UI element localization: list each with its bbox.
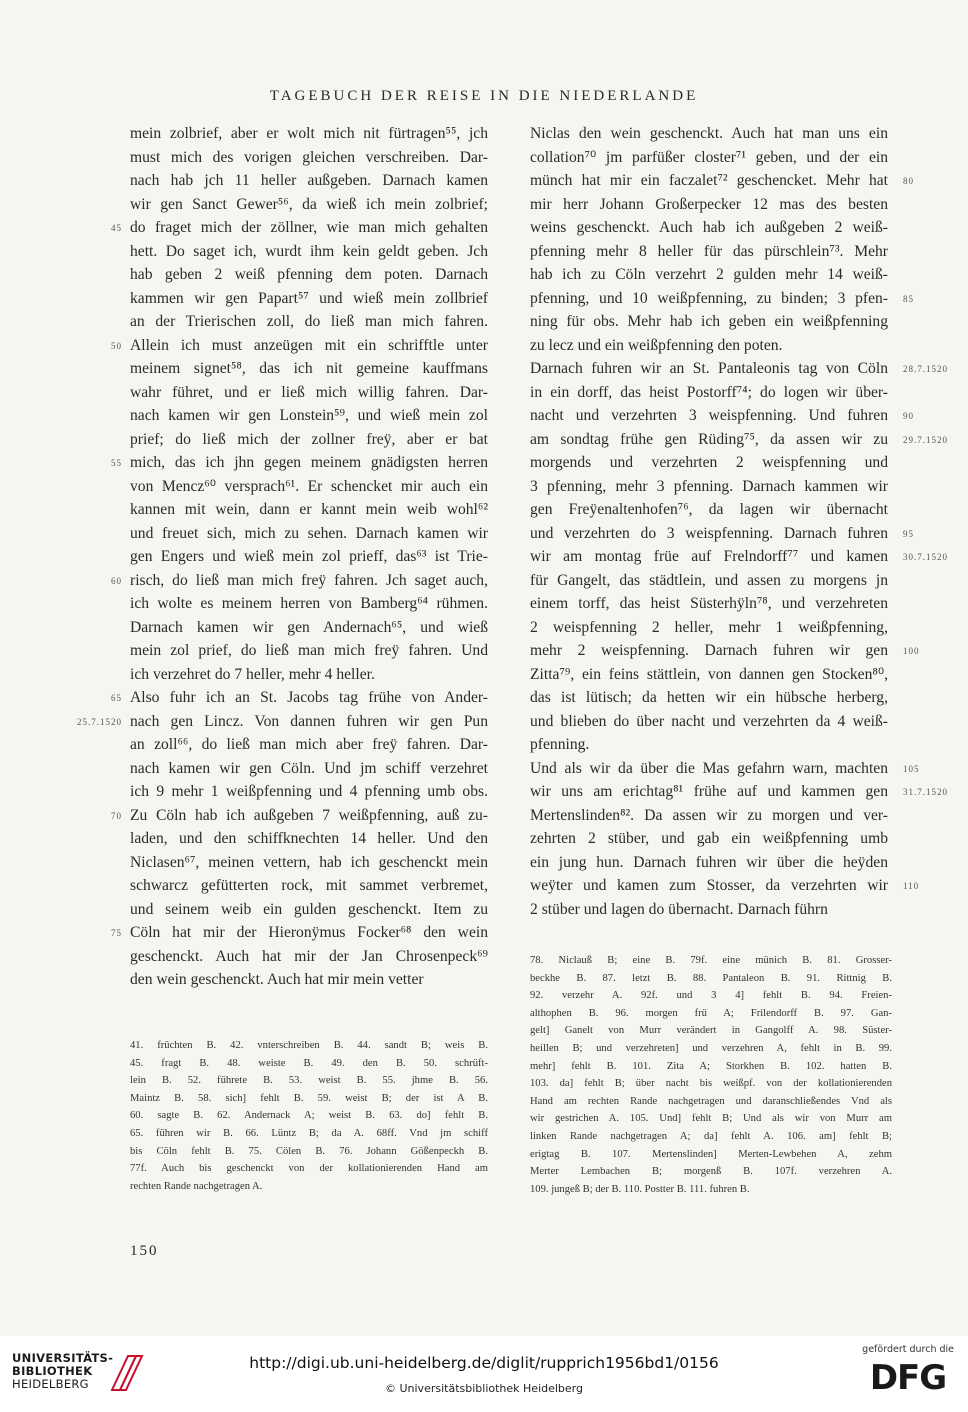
text-line: geschenckt. Auch hat mir der Jan Chrosenpeck⁶⁹ <box>130 947 488 965</box>
text-line: weins geschenckt. Auch hab ich außgeben 2 weiß- <box>530 219 888 236</box>
margin-line-number: 85 <box>903 293 914 304</box>
viewer-footer <box>0 1336 968 1412</box>
library-name-line-1: UNIVERSITÄTS- <box>12 1351 114 1365</box>
text-line: do fraget mich der zöllner, wie man mich gehalten <box>130 219 488 236</box>
funded-by-label: gefördert durch die <box>862 1344 954 1355</box>
margin-line-number: 70 <box>111 810 122 821</box>
margin-line-number: 25.7.1520 <box>77 716 122 727</box>
text-line: schwarcz gefütterten rock, mit sammet verbremet, <box>130 877 488 894</box>
footnotes-left <box>130 1037 488 1195</box>
text-line: ich wolte es meinem herren von Bamberg⁶⁴ rühmen. <box>130 595 488 612</box>
text-line: ich 9 mehr 1 weißpfenning und 4 pfenning umb obs. <box>130 783 488 800</box>
running-head: TAGEBUCH DER REISE IN DIE NIEDERLANDE <box>269 88 699 104</box>
text-line: pfenning. <box>530 736 590 753</box>
text-line: ich verzehret do 7 heller, mehr 4 heller. <box>130 665 375 683</box>
text-line: einem torff, das heist Süsterhÿln⁷⁸, und verzehreten <box>530 595 888 612</box>
footnote-line: 65. führen wir B. 66. Lüntz B; da A. 68ff. Vnd jm schiff <box>130 1127 488 1139</box>
footnote-line: 45. fragt B. 48. weiste B. 49. den B. 50. schrüft- <box>130 1057 488 1069</box>
margin-line-number: 95 <box>903 528 914 539</box>
margin-line-number: 50 <box>111 340 122 351</box>
margin-line-number: 30.7.1520 <box>903 552 948 562</box>
footnote-line: 92. verzehr A. 92f. und 3 4] fehlt B. 94. Freien- <box>530 990 892 1002</box>
text-line: collation⁷⁰ jm parfüßer closter⁷¹ geben, und der ein <box>530 148 888 166</box>
text-line: Und als wir da über die Mas gefahrn warn, machten <box>530 759 888 777</box>
margin-line-number: 105 <box>903 763 920 774</box>
library-name-line-3: HEIDELBERG <box>12 1377 89 1391</box>
footnote-line: 103. da] fehlt B; über nacht bis weißpf. von der kollationierenden <box>530 1078 892 1090</box>
text-line: kannen mit wein, dann er kannt mein weib wohl⁶² <box>130 501 488 518</box>
text-line: kammen wir gen Papart⁵⁷ und wieß mein zollbrief <box>130 289 488 307</box>
text-line: nach gen Lincz. Von dannen fuhren wir gen Pun <box>130 712 488 730</box>
text-line: Mertenslinden⁸². Da assen wir zu morgen und ver- <box>530 806 888 824</box>
page-number: 150 <box>130 1243 159 1259</box>
text-line: morgends und verzehrten 2 weispfenning und <box>530 454 888 471</box>
svg-text:DFG: DFG <box>869 1358 947 1395</box>
footnote-line: linken Rande nachgetragen A; da] fehlt A. 106. am] fehlt B; <box>530 1130 892 1142</box>
text-line: wir uns am erichtag⁸¹ frühe auf und kammen gen <box>530 783 888 800</box>
footnote-line: Merter Lembachen B; morgenß B. 107f. verzehren A. <box>530 1166 892 1178</box>
text-line: hab geben 2 weiß pfenning dem poten. Darnach <box>130 266 488 283</box>
text-line: laden, und den schiffknechten 14 heller. Und den <box>130 830 488 847</box>
copyright-notice: © Universitätsbibliothek Heidelberg <box>384 1382 583 1395</box>
text-line: wahr führet, und er ließ mich willig fahren. Dar- <box>130 383 488 401</box>
text-line: zu lecz und ein weißpfenning den poten. <box>530 336 783 354</box>
footnote-line: wir gestrichen A. 105. Und] fehlt B; Und als wir von Murr am <box>530 1113 892 1125</box>
text-line: an der Trierischen zoll, do ließ man mich fahren. <box>130 313 488 330</box>
text-line: 2 weispfenning 2 heller, mehr 1 weißpfenning, <box>530 618 888 636</box>
text-line: Zitta⁷⁹, ein feins stättlein, von dannen gen Stocken⁸⁰, <box>530 665 888 683</box>
left-text-column <box>130 122 488 992</box>
text-line: wir am montag früe auf Frelndorff⁷⁷ und kamen <box>530 548 888 565</box>
footnote-line: lein B. 52. führete B. 53. weist B. 55. jhme B. 56. <box>130 1075 488 1087</box>
margin-line-number: 55 <box>111 458 122 468</box>
footnote-line: mehr] fehlt B. 101. Zita A; Storkhen B. 102. hatten B. <box>530 1060 892 1072</box>
footnote-line: Maintz B. 58. sich] fehlt B. 59. weist B; der ist A B. <box>130 1092 488 1104</box>
text-line: und freuet sich, mich zu sehen. Darnach kamen wir <box>130 524 488 542</box>
text-line: pfenning, und 10 weißpfenning, zu binden; 3 pfen- <box>530 289 888 307</box>
text-line: risch, do ließ man mich freÿ fahren. Jch saget auch, <box>130 571 488 589</box>
text-line: an zoll⁶⁶, do ließ man mich aber freÿ fahren. Dar- <box>130 736 488 753</box>
text-line: nach kamen wir gen Cöln. Und jm schiff verzehret <box>130 759 488 777</box>
text-line: Darnach kamen wir gen Andernach⁶⁵, und wieß <box>130 618 488 636</box>
text-line: mein zol prief, do ließ man mich freÿ fahren. Und <box>130 642 488 659</box>
text-line: gen Freÿenaltenhofen⁷⁶, da lagen wir übernacht <box>530 501 888 518</box>
text-line: nach kamen wir gen Lonstein⁵⁹, und wieß mein zol <box>130 407 488 424</box>
footnote-line: erigtag B. 107. Mertenslinden] Merten-Lewbehen A, zehm <box>530 1148 892 1160</box>
margin-line-number: 110 <box>903 881 920 891</box>
dfg-block[interactable] <box>844 1344 954 1399</box>
permalink-url[interactable]: http://digi.ub.uni-heidelberg.de/diglit/rupprich1956bd1/0156 <box>249 1354 719 1372</box>
text-line: und blieben do über nacht und verzehrten da 4 weiß- <box>530 712 888 730</box>
footnote-line: rechten Rande nachgetragen A. <box>130 1180 263 1192</box>
text-line: ein jung hun. Darnach fuhren wir über die heÿden <box>530 853 888 871</box>
text-line: wir gen Sanct Gewer⁵⁶, da wieß ich mein zolbrief; <box>130 195 488 213</box>
footnote-line: beckhe B. 87. letzt B. 88. Pantaleon B. 91. Rittnig B. <box>530 972 892 984</box>
margin-line-number: 90 <box>903 411 914 421</box>
footnote-line: althophen B. 96. morgen frü A; Frilendorff B. 97. Gan- <box>530 1007 892 1019</box>
footnote-line: Hand am rechten Rande nachgetragen und daranschließendes Vnd als <box>530 1095 892 1107</box>
text-line: hab ich zu Cöln verzehrt 2 gulden mehr 14 weiß- <box>530 266 888 283</box>
text-line: am sondtag frühe gen Rüding⁷⁵, da assen wir zu <box>530 430 888 448</box>
margin-line-number: 28.7.1520 <box>903 364 948 374</box>
text-line: ning für obs. Mehr hab ich geben ein weißpfenning <box>530 313 888 330</box>
footnotes-right <box>530 952 892 1198</box>
text-line: Zu Cöln hab ich außgeben 7 weißpfenning, auß zu- <box>130 806 488 824</box>
text-line: mich, das ich jhn gegen meinem gnädigsten herren <box>130 454 488 471</box>
dfg-logo-icon <box>862 1357 954 1395</box>
footnote-line: gelt] Ganelt von Murr verändert in Gangolff A. 98. Süster- <box>530 1025 892 1037</box>
margin-line-number: 31.7.1520 <box>903 787 948 797</box>
text-line: für Gangelt, das städtlein, und assen zu morgens jn <box>530 571 888 589</box>
margin-line-number: 45 <box>111 223 122 233</box>
text-line: Cöln hat mir der Hieronÿmus Focker⁶⁸ den wein <box>130 924 488 941</box>
footnote-line: 78. Niclauß B; eine B. 79f. eine münich B. 81. Grosser- <box>530 955 892 966</box>
text-line: 3 pfenning, mehr 3 pfenning. Darnach kammen wir <box>530 477 888 495</box>
text-line: gen Engers und wieß mein zol prieff, das⁶³ ist Trie- <box>130 548 488 565</box>
footnote-line: 60. sagte B. 62. Andernack A; weist B. 63. do] fehlt B. <box>130 1110 488 1122</box>
text-line: weÿter und kamen zum Stosser, da verzehrten wir <box>530 877 888 894</box>
margin-line-number: 75 <box>111 928 122 938</box>
footnote-line: 109. jungeß B; der B. 110. Postter B. 111. fuhren B. <box>530 1183 750 1195</box>
text-line: pfenning mehr 8 heller für das pürschlein⁷³. Mehr <box>530 242 888 260</box>
margin-line-number: 65 <box>111 693 122 703</box>
text-line: hett. Do saget ich, wurdt ihm kein geldt geben. Jch <box>130 242 488 260</box>
text-line: mir herr Johann Großerpecker 12 mas des besten <box>530 195 888 213</box>
right-text-column <box>530 122 888 921</box>
text-line: nacht und verzehrten 3 weispfenning. Und fuhren <box>530 407 888 424</box>
text-line: Darnach fuhren wir an St. Pantaleonis tag von Cöln <box>530 360 888 377</box>
margin-line-number: 29.7.1520 <box>903 434 948 445</box>
footnote-line: bis Cöln fehlt B. 75. Cölen B. 76. Johann Gößenpeckh B. <box>130 1145 488 1157</box>
text-line: prief; do ließ mich der zollner freÿ, aber er bat <box>130 430 488 448</box>
text-line: meinem signet⁵⁸, das ich nit gemeine kauffmans <box>130 360 488 377</box>
library-name-line-2: BIBLIOTHEK <box>12 1364 93 1378</box>
text-line: Niclasen⁶⁷, meinen vettern, hab ich geschenckt mein <box>130 853 488 871</box>
margin-line-number: 80 <box>903 176 914 186</box>
text-line: und verzehrten do 3 weispfenning. Darnach fuhren <box>530 524 888 542</box>
margin-line-number: 100 <box>903 646 920 656</box>
text-line: must mich des vorigen gleichen verschreiben. Dar- <box>130 148 488 166</box>
text-line: den wein geschenckt. Auch hat mir mein vetter <box>130 971 424 988</box>
text-line: von Mencz⁶⁰ versprach⁶¹. Er schencket mir auch ein <box>130 477 488 495</box>
margin-line-number: 60 <box>111 575 122 586</box>
text-line: Also fuhr ich an St. Jacobs tag frühe von Ander- <box>130 689 488 706</box>
text-line: mein zolbrief, aber er wolt mich nit fürtragen⁵⁵, jch <box>130 125 488 142</box>
footnote-line: 77f. Auch bis geschenckt von der kollationierenden Hand am <box>130 1163 488 1175</box>
text-line: nach hab jch 11 heller außgeben. Darnach kamen <box>130 172 488 189</box>
text-line: das ist lütisch; da hetten wir ein hübsche herberg, <box>530 689 888 706</box>
text-line: Allein ich must anzeügen mit ein schrifftle unter <box>130 336 488 354</box>
text-line: in ein dorff, das heist Postorff⁷⁴; do logen wir über- <box>530 383 888 401</box>
text-line: zehrten 2 stüber, und gab ein weißpfenning umb <box>530 830 888 847</box>
footnote-line: 41. früchten B. 42. vnterschreiben B. 44. sandt B; weis B. <box>130 1040 488 1051</box>
text-line: und seinem weib ein gulden geschenckt. Item zu <box>130 900 488 918</box>
footnote-line: heillen B; und verzehreten] und verzehren A, fehlt in B. 99. <box>530 1042 892 1054</box>
text-line: Niclas den wein geschenckt. Auch hat man uns ein <box>530 125 888 142</box>
text-line: 2 stüber und lagen do übernacht. Darnach führn <box>530 900 828 918</box>
text-line: münch hat mir ein faczalet⁷² geschencket. Mehr hat <box>530 172 888 189</box>
text-line: mehr 2 weispfenning. Darnach fuhren wir gen <box>530 642 888 659</box>
